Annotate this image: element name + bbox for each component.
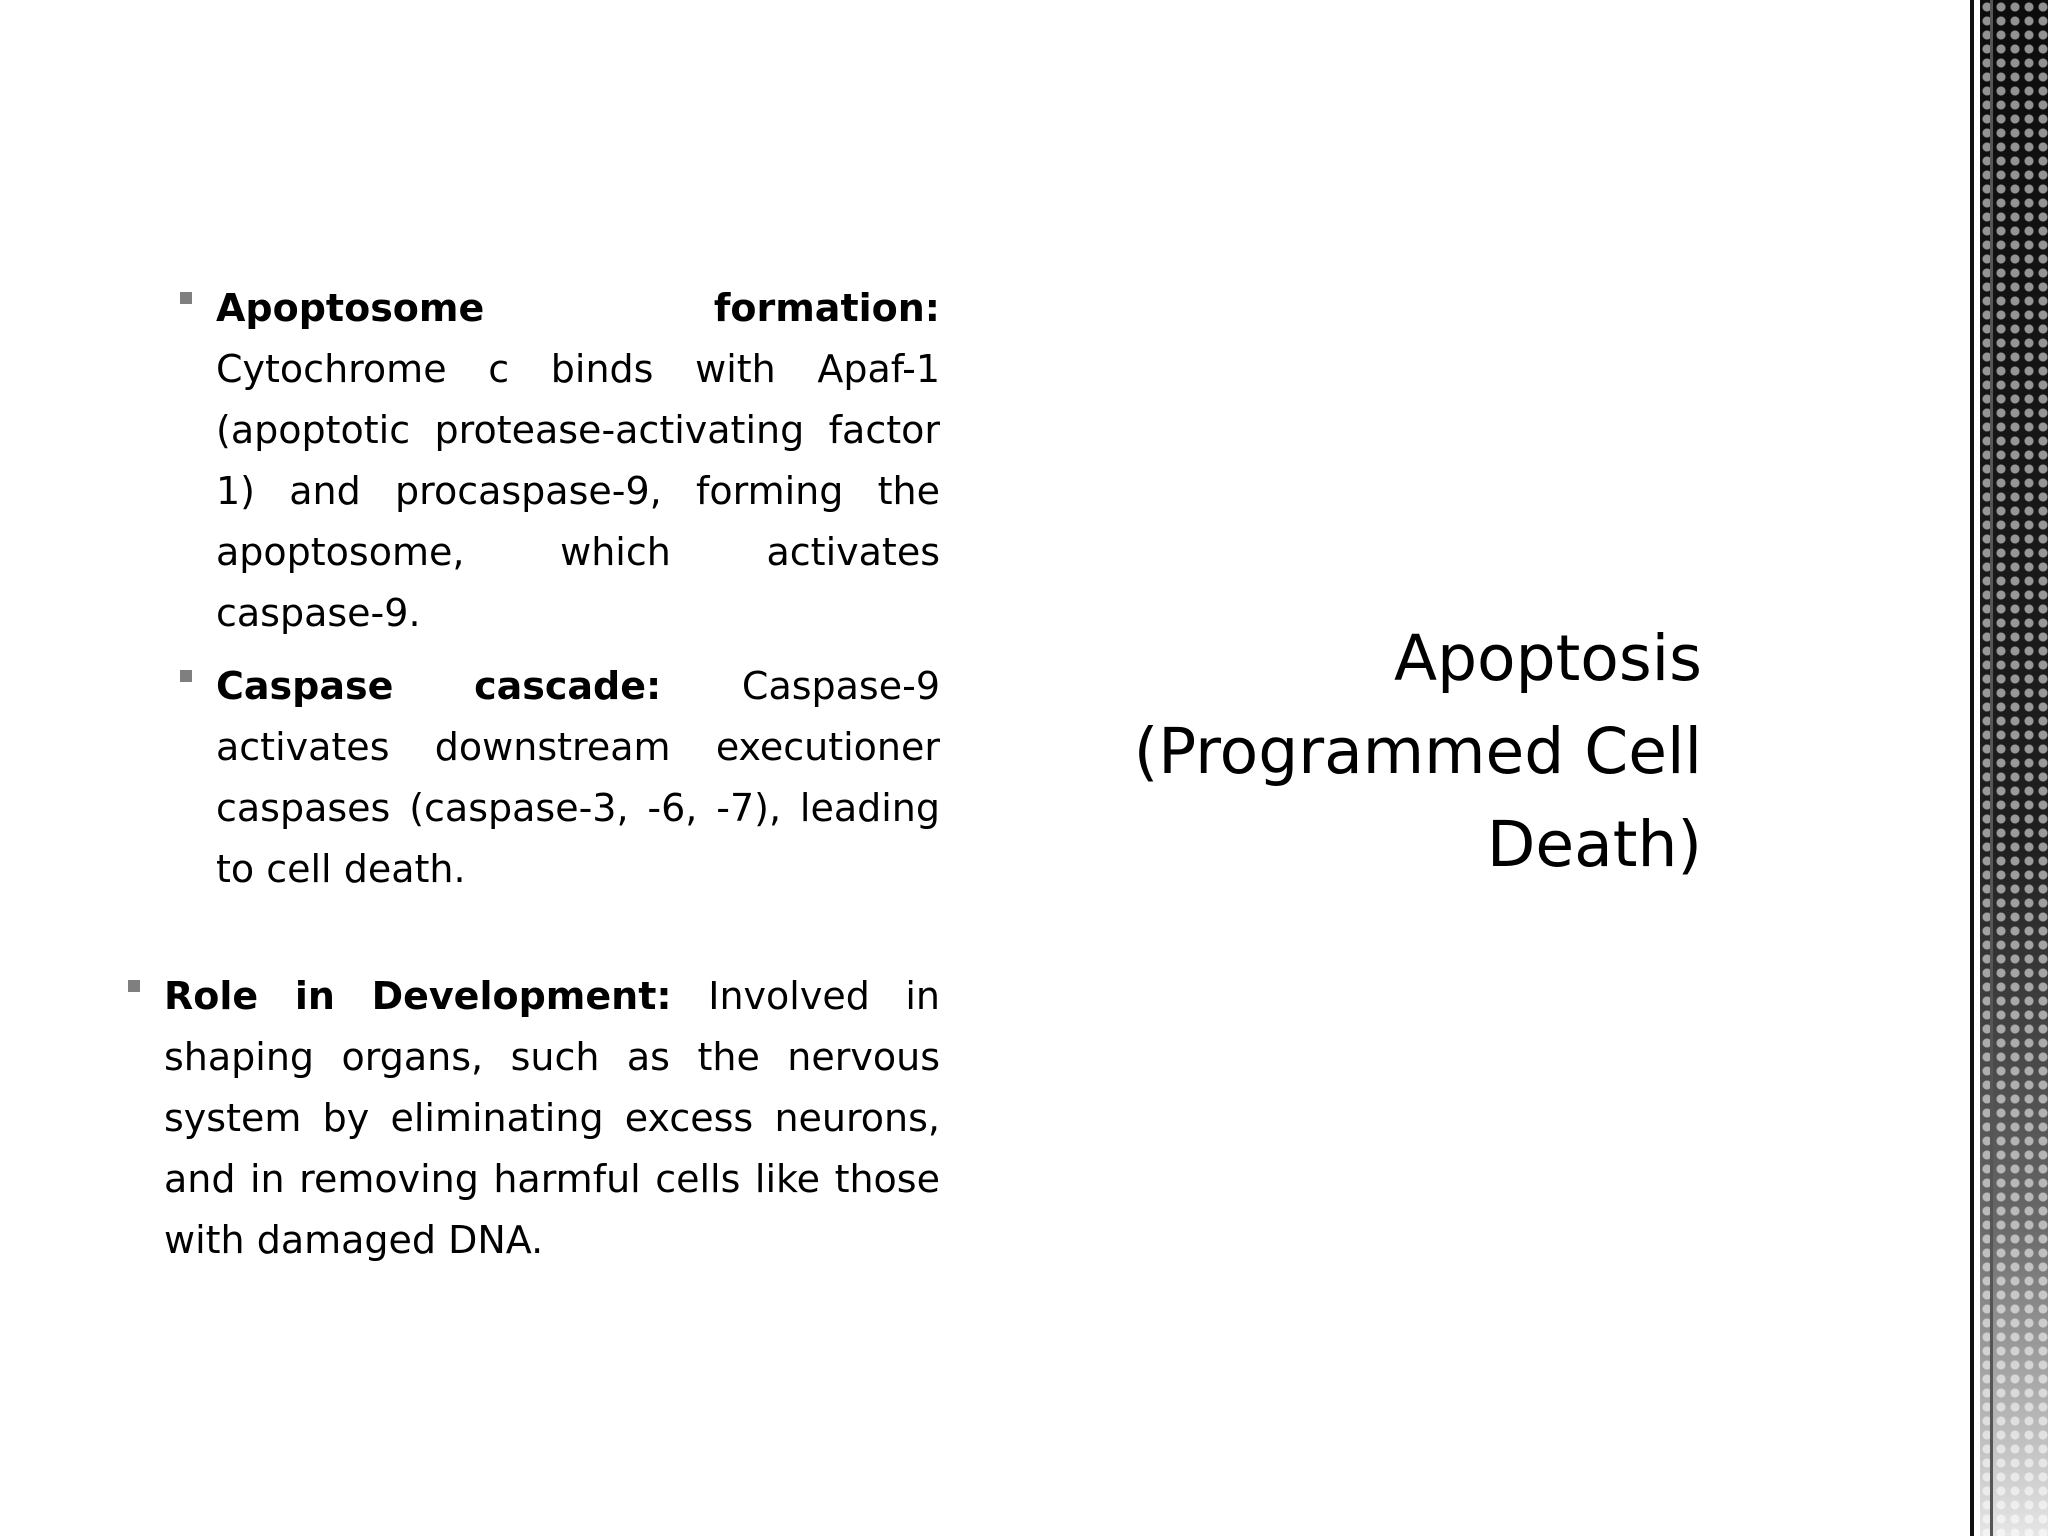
bullet-lead: Apoptosome formation: <box>216 286 940 330</box>
square-bullet-icon <box>180 292 192 304</box>
bullet-apoptosome-formation <box>216 278 940 644</box>
title-line: (Programmed Cell <box>1133 715 1702 788</box>
decorative-divider <box>1970 0 1974 1536</box>
bullet-text: Involved in shaping organs, such as the nervous system by eliminating excess neurons, and in removing harmful cells like those with damaged DNA. <box>164 974 941 1262</box>
title-line: Death) <box>1486 808 1702 881</box>
bullet-lead: Caspase cascade: <box>216 664 742 708</box>
slide-body <box>120 278 940 1271</box>
bullet-caspase-cascade <box>216 656 940 900</box>
square-bullet-icon <box>128 980 140 992</box>
bullet-text: Caspase-9 activates downstream executioner caspases (caspase-3, -6, -7), leading to cell death. <box>216 664 940 891</box>
slide-title <box>1040 612 1702 891</box>
square-bullet-icon <box>180 670 192 682</box>
bullet-role-in-development <box>164 966 940 1271</box>
bullet-lead: Role in Development: <box>164 974 709 1018</box>
bullet-text: Cytochrome c binds with Apaf-1 (apoptotic protease-activating factor 1) and procaspase-9, forming the apoptosome, which activates caspase-9. <box>216 347 940 635</box>
decorative-divider <box>1990 0 1993 1536</box>
title-line: Apoptosis <box>1393 622 1702 695</box>
